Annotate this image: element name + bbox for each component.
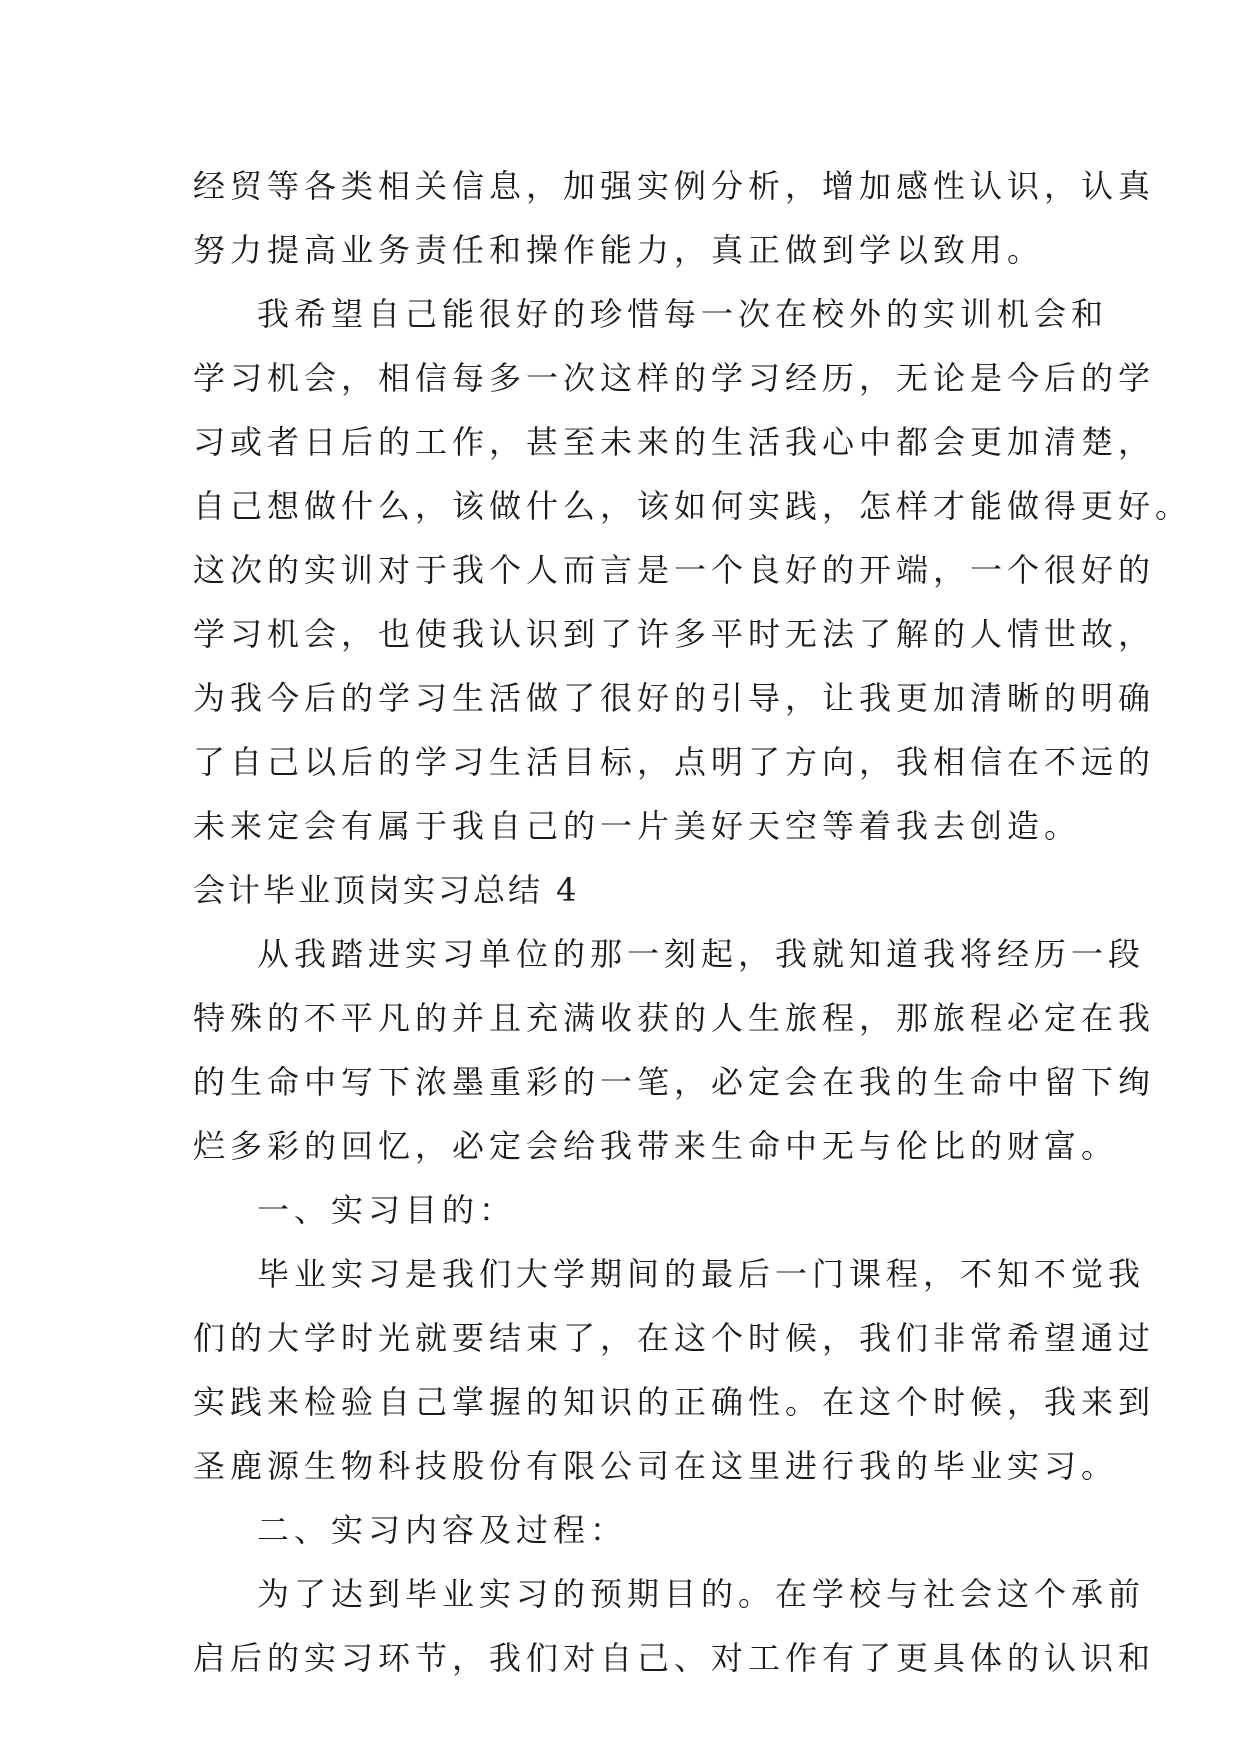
text-line: 毕业实习是我们大学期间的最后一门课程，不知不觉我 — [257, 1255, 1146, 1293]
text-line: 经贸等各类相关信息，加强实例分析，增加感性认识，认真 — [193, 167, 1156, 205]
text-line: 了自己以后的学习生活目标，点明了方向，我相信在不远的 — [193, 743, 1156, 781]
text-line: 努力提高业务责任和操作能力，真正做到学以致用。 — [193, 231, 1045, 269]
text-line: 未来定会有属于我自己的一片美好天空等着我去创造。 — [193, 807, 1082, 845]
text-line: 的生命中写下浓墨重彩的一笔，必定会在我的生命中留下绚 — [193, 1063, 1156, 1101]
text-line: 从我踏进实习单位的那一刻起，我就知道我将经历一段 — [257, 935, 1146, 973]
text-line: 烂多彩的回忆，必定会给我带来生命中无与伦比的财富。 — [193, 1127, 1119, 1165]
text-line: 们的大学时光就要结束了，在这个时候，我们非常希望通过 — [193, 1319, 1156, 1357]
text-line: 学习机会，也使我认识到了许多平时无法了解的人情世故， — [193, 615, 1156, 653]
text-line: 启后的实习环节，我们对自己、对工作有了更具体的认识和 — [193, 1639, 1156, 1677]
text-line: 二、实习内容及过程： — [257, 1511, 628, 1549]
text-line: 为了达到毕业实习的预期目的。在学校与社会这个承前 — [257, 1575, 1146, 1613]
text-line: 学习机会，相信每多一次这样的学习经历，无论是今后的学 — [193, 359, 1156, 397]
text-line: 自己想做什么，该做什么，该如何实践，怎样才能做得更好。 — [193, 487, 1193, 525]
text-line: 实践来检验自己掌握的知识的正确性。在这个时候，我来到 — [193, 1383, 1156, 1421]
section-heading: 会计毕业顶岗实习总结 4 — [193, 871, 580, 909]
text-line: 为我今后的学习生活做了很好的引导，让我更加清晰的明确 — [193, 679, 1156, 717]
document-body — [193, 154, 1193, 1690]
text-line: 圣鹿源生物科技股份有限公司在这里进行我的毕业实习。 — [193, 1447, 1119, 1485]
text-line: 我希望自己能很好的珍惜每一次在校外的实训机会和 — [257, 295, 1109, 333]
text-line: 这次的实训对于我个人而言是一个良好的开端，一个很好的 — [193, 551, 1156, 589]
text-line: 习或者日后的工作，甚至未来的生活我心中都会更加清楚， — [193, 423, 1156, 461]
text-line: 特殊的不平凡的并且充满收获的人生旅程，那旅程必定在我 — [193, 999, 1156, 1037]
text-line: 一、实习目的： — [257, 1191, 517, 1229]
